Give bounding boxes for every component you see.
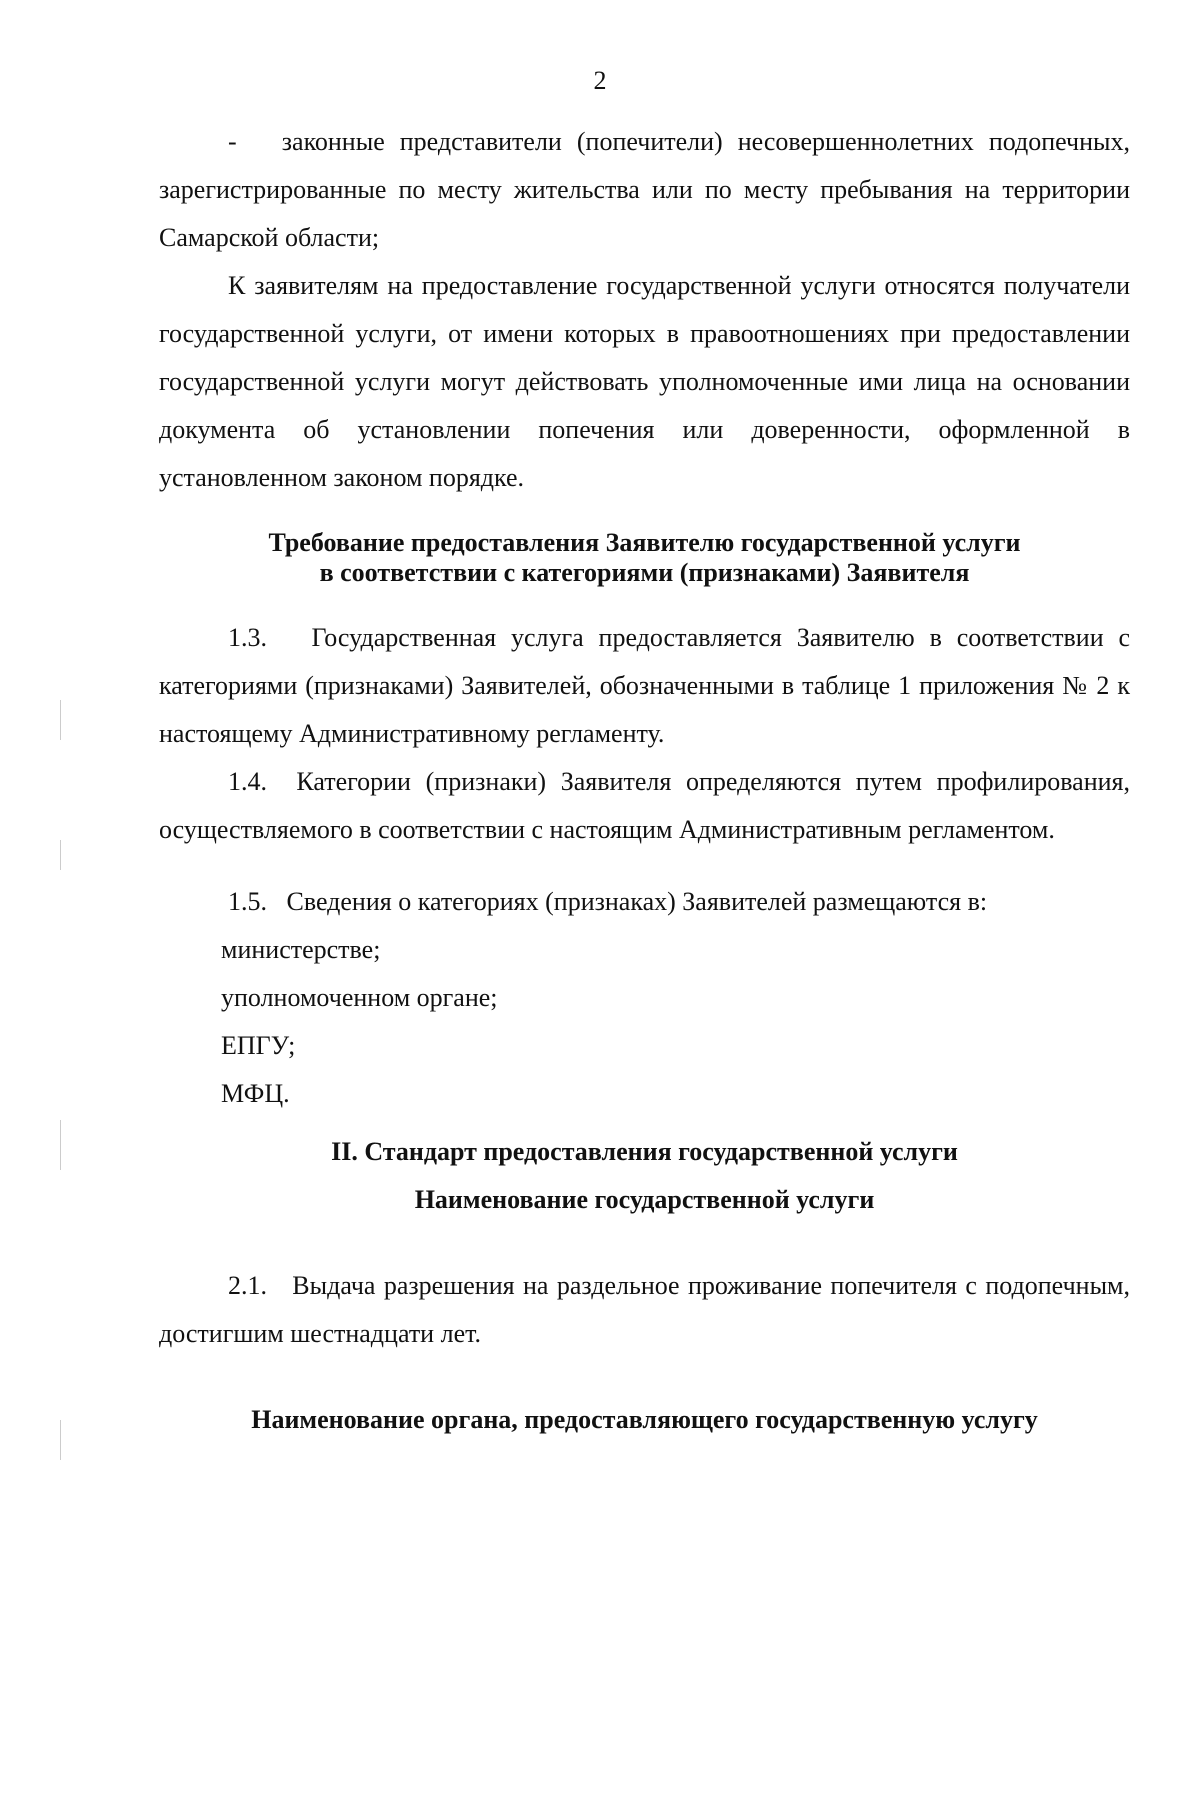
heading-requirement-line-2: в соответствии с категориями (признаками) Заявителя <box>319 558 970 587</box>
heading-requirement <box>159 528 1130 588</box>
list-item: министерстве; <box>221 935 381 964</box>
paragraph-1-5: 1.5. Сведения о категориях (признаках) Заявителей размещаются в: <box>228 887 988 916</box>
heading-authority <box>159 1396 1130 1444</box>
paragraph-2-1: 2.1. Выдача разрешения на раздельное проживание попечителя с подопечным, достигшим шестнадцати лет. <box>159 1271 1130 1348</box>
paragraph-legal-representatives: - законные представители (попечители) несовершеннолетних подопечных, зарегистрированные по месту жительства или по месту пребывания на территории Самарской области; <box>159 127 1130 252</box>
heading-standard <box>159 1128 1130 1224</box>
heading-standard-line-1: II. Стандарт предоставления государственной услуги <box>331 1137 958 1166</box>
scan-margin-marks <box>20 700 100 1800</box>
paragraph-applicants: К заявителям на предоставление государственной услуги относятся получатели государственной услуги, от имени которых в правоотношениях при предоставлении государственной услуги могут действовать уполномоченные ими лица на основании документа об установлении попечения или доверенности, оформленной в установленном законом порядке. <box>159 271 1130 492</box>
paragraph-1-4: 1.4. Категории (признаки) Заявителя определяются путем профилирования, осуществляемого в соответствии с настоящим Административным регламентом. <box>159 767 1130 844</box>
list-item: ЕПГУ; <box>221 1031 296 1060</box>
heading-standard-line-2: Наименование государственной услуги <box>414 1185 875 1214</box>
heading-requirement-line-1: Требование предоставления Заявителю государственной услуги <box>268 528 1021 557</box>
list-item: МФЦ. <box>221 1079 290 1108</box>
heading-authority-line-1: Наименование органа, предоставляющего государственную услугу <box>251 1405 1038 1434</box>
page-number: 2 <box>593 66 607 95</box>
placement-list <box>159 926 1130 1118</box>
paragraph-1-3: 1.3. Государственная услуга предоставляется Заявителю в соответствии с категориями (признаками) Заявителей, обозначенными в таблице 1 приложения № 2 к настоящему Административному регламенту. <box>159 623 1130 748</box>
list-item: уполномоченном органе; <box>221 983 498 1012</box>
